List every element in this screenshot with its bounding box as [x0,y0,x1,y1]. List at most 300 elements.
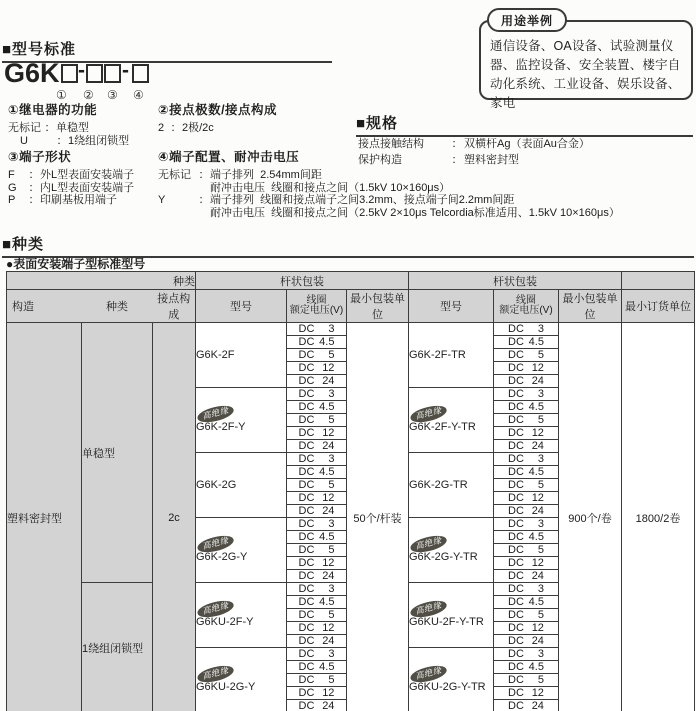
voltage-prefix: DC [508,440,524,452]
coil-voltage-value [494,557,558,569]
coil-voltage-cell [494,648,559,661]
high-insulation-badge: 高绝缘 [409,597,448,619]
legend-item-contact-poles [158,100,368,135]
model-cell-stick [196,388,287,453]
voltage-prefix: DC [508,596,524,608]
usage-examples-label: 用途举例 [487,8,567,32]
coil-voltage-cell [287,596,347,609]
model-name: G6K-2F-Y-TR [409,421,476,434]
voltage-prefix: DC [298,453,315,465]
coil-voltage-cell [494,518,559,531]
coil-voltage-cell [287,635,347,648]
high-insulation-badge: 高绝缘 [196,532,235,554]
legend-separator: ： [28,169,40,181]
spec-separator: ： [451,153,463,166]
coil-voltage-cell [287,531,347,544]
high-insulation-badge: 高绝缘 [196,402,235,424]
col-header-contact: 接点构成 [153,290,196,323]
coil-voltage-cell [287,362,347,375]
coil-voltage-value [287,557,346,569]
voltage-number: 4.5 [528,531,544,543]
voltage-number: 5 [537,414,544,426]
coil-voltage-value [287,661,346,673]
voltage-number: 5 [328,674,335,686]
badge-wrap [196,664,286,682]
voltage-prefix: DC [508,570,524,582]
spec-label: 保护构造 [358,153,402,166]
legend-key: 无标记 [8,122,41,134]
coil-voltage-value [287,531,346,543]
legend-value: 端子排列 2.54mm间距 [210,169,322,181]
model-name: G6K-2F-TR [409,349,466,361]
legend-item-title: ②接点极数/接点构成 [158,103,278,117]
legend-key: Y [158,194,166,207]
coil-header-line1: 线圈 [516,294,536,306]
voltage-number: 12 [531,687,544,699]
coil-voltage-cell [287,349,347,362]
coil-voltage-value [287,700,346,711]
coil-voltage-cell [287,479,347,492]
voltage-number: 24 [531,570,544,582]
header-spacer [622,272,695,290]
voltage-number: 24 [531,375,544,387]
coil-voltage-cell [494,557,559,570]
coil-voltage-value [287,687,346,699]
voltage-number: 24 [531,440,544,452]
min-pack-stick-cell: 50个/杆装 [347,323,409,711]
coil-voltage-cell [287,336,347,349]
voltage-number: 12 [531,427,544,439]
voltage-prefix: DC [298,544,315,556]
voltage-number: 12 [322,622,335,634]
coil-voltage-cell [494,427,559,440]
coil-voltage-value [287,323,346,335]
voltage-prefix: DC [508,622,524,634]
col-header-type: 种类 [82,290,153,323]
model-code-prefix: G6K [4,58,60,88]
coil-voltage-value [287,596,346,608]
voltage-prefix: DC [298,505,315,517]
high-insulation-badge: 高绝缘 [409,532,448,554]
table-header-row-2 [7,290,695,323]
voltage-prefix: DC [508,648,524,660]
coil-voltage-cell [494,635,559,648]
coil-voltage-value [287,544,346,556]
model-name: G6KU-2G-Y-TR [409,681,486,694]
coil-voltage-value [287,570,346,582]
spec-row [358,137,590,153]
coil-voltage-value [494,349,558,361]
voltage-prefix: DC [508,414,524,426]
coil-voltage-cell [287,622,347,635]
voltage-number: 4.5 [528,336,544,348]
voltage-number: 12 [531,557,544,569]
voltage-number: 12 [322,492,335,504]
coil-voltage-header [494,290,559,323]
coil-voltage-value [494,375,558,387]
voltage-prefix: DC [508,466,524,478]
coil-voltage-cell [494,453,559,466]
voltage-number: 24 [531,700,544,711]
model-cell-reel [409,323,494,388]
voltage-number: 24 [531,505,544,517]
coil-voltage-cell [287,648,347,661]
voltage-prefix: DC [298,687,315,699]
legend-separator: ： [44,122,56,134]
structure-cell: 塑料密封型 [7,323,82,711]
legend-key: 2 [158,122,165,134]
voltage-number: 5 [328,609,335,621]
voltage-prefix: DC [298,323,315,335]
legend-item-rows [8,169,158,207]
voltage-number: 4.5 [319,401,335,413]
model-cell-stick [196,518,287,583]
coil-voltage-value [494,505,558,517]
coil-voltage-value [287,440,346,452]
coil-voltage-cell [287,453,347,466]
coil-voltage-value [287,349,346,361]
voltage-number: 5 [537,479,544,491]
model-cell-stick [196,583,287,648]
coil-voltage-value [494,570,558,582]
badge-wrap [409,404,493,422]
voltage-prefix: DC [298,414,315,426]
legend-key: P [8,194,16,207]
coil-voltage-cell [287,492,347,505]
voltage-number: 24 [322,375,335,387]
col-header-min-order: 最小订货单位 [622,290,695,323]
voltage-number: 3 [537,583,544,595]
voltage-prefix: DC [508,323,524,335]
coil-voltage-value [287,583,346,595]
model-cell-stick [196,648,287,711]
legend-row [8,169,158,182]
legend-row [8,182,158,195]
legend-value: 端子排列 线圈和接点端子之间3.2mm、接点端子间2.2mm间距 [210,194,515,207]
legend-item-terminal-shape [8,147,158,207]
voltage-prefix: DC [508,635,524,647]
legend-item-title: ③端子形状 [8,150,72,164]
spec-value: 双横杆Ag（表面Au合金） [464,138,590,150]
voltage-number: 4.5 [528,596,544,608]
voltage-prefix: DC [508,453,524,465]
coil-voltage-value [287,648,346,660]
model-cell-reel [409,453,494,518]
voltage-prefix: DC [508,609,524,621]
coil-voltage-cell [287,323,347,336]
coil-voltage-cell [287,583,347,596]
voltage-number: 3 [328,388,335,400]
voltage-prefix: DC [508,674,524,686]
coil-voltage-value [287,492,346,504]
voltage-number: 3 [537,518,544,530]
coil-voltage-cell [494,414,559,427]
legend-value: 印刷基板用端子 [40,194,117,207]
coil-voltage-cell [494,609,559,622]
badge-wrap [196,599,286,617]
voltage-number: 4.5 [528,661,544,673]
coil-voltage-value [494,648,558,660]
legend-separator [198,207,210,220]
coil-voltage-value [494,596,558,608]
voltage-number: 5 [328,349,335,361]
specs-rows [358,137,590,168]
voltage-prefix: DC [508,336,524,348]
voltage-prefix: DC [508,518,524,530]
coil-voltage-value [494,466,558,478]
voltage-number: 4.5 [319,596,335,608]
coil-voltage-value [494,544,558,556]
model-cell-stick [196,323,287,388]
coil-voltage-cell [287,661,347,674]
coil-voltage-cell [494,596,559,609]
voltage-number: 5 [328,479,335,491]
legend-row [8,122,158,135]
model-cell-stick [196,453,287,518]
model-name: G6K-2G-TR [409,479,468,491]
coil-voltage-value [287,453,346,465]
voltage-number: 4.5 [319,336,335,348]
legend-value: 2极/2c [182,122,214,134]
legend-key [158,182,198,195]
coil-voltage-value [494,518,558,530]
coil-voltage-value [494,401,558,413]
legend-row [8,135,158,148]
voltage-prefix: DC [508,687,524,699]
spec-label: 接点接触结构 [358,138,424,150]
voltage-number: 12 [531,492,544,504]
voltage-number: 5 [328,544,335,556]
voltage-prefix: DC [298,466,315,478]
coil-voltage-value [494,531,558,543]
coil-voltage-value [494,609,558,621]
legend-value: 耐冲击电压 线圈和接点之间（1.5kV 10×160μs） [210,181,451,194]
legend-separator: ： [198,194,210,207]
voltage-number: 24 [322,505,335,517]
coil-voltage-cell [494,674,559,687]
badge-wrap [409,599,493,617]
legend-value: 内L型表面安装端子 [40,181,135,194]
legend-value: 外L型表面安装端子 [40,169,135,181]
coil-voltage-cell [494,570,559,583]
voltage-prefix: DC [298,700,315,711]
voltage-prefix: DC [508,375,524,387]
voltage-prefix: DC [508,427,524,439]
type-cell: 单稳型 [82,323,153,583]
voltage-prefix: DC [298,349,315,361]
high-insulation-badge: 高绝缘 [196,597,235,619]
section-heading-types: ■种类 [2,233,694,258]
legend-item-title: ①继电器的功能 [8,103,98,117]
badge-wrap [409,534,493,552]
voltage-number: 4.5 [319,531,335,543]
voltage-number: 4.5 [528,401,544,413]
high-insulation-badge: 高绝缘 [409,662,448,684]
legend-row [158,122,368,135]
model-code-box-4 [132,64,149,83]
coil-voltage-value [287,388,346,400]
header-left-type-label: 种类 [7,272,196,290]
voltage-prefix: DC [508,700,524,711]
coil-voltage-cell [494,544,559,557]
coil-voltage-value [287,635,346,647]
legend-key: F [8,169,15,181]
spec-row [358,153,590,169]
coil-voltage-cell [494,479,559,492]
coil-voltage-cell [494,661,559,674]
legend-item-rows [8,122,158,147]
badge-wrap [196,534,286,552]
coil-voltage-value [287,674,346,686]
model-code-box-1 [61,64,78,83]
voltage-prefix: DC [298,635,315,647]
legend-value: 单稳型 [56,122,89,134]
voltage-number: 5 [537,609,544,621]
coil-voltage-cell [494,375,559,388]
voltage-number: 3 [537,453,544,465]
voltage-prefix: DC [508,492,524,504]
voltage-prefix: DC [298,674,315,686]
coil-voltage-value [287,362,346,374]
voltage-prefix: DC [298,440,315,452]
coil-voltage-cell [494,336,559,349]
usage-examples-box [479,20,693,110]
model-name: G6K-2G-Y [196,551,248,564]
legend-separator: ： [28,194,40,207]
voltage-prefix: DC [508,362,524,374]
legend-row [8,194,158,207]
legend-key: U [20,134,28,147]
model-code-diagram [4,58,304,102]
voltage-prefix: DC [298,648,315,660]
coil-voltage-cell [494,323,559,336]
coil-header-line2: 额定电压(V) [289,305,344,316]
coil-voltage-cell [494,492,559,505]
model-cell-reel [409,648,494,711]
col-header-structure: 构造 [7,290,82,323]
voltage-prefix: DC [298,583,315,595]
voltage-prefix: DC [298,375,315,387]
voltage-number: 5 [537,349,544,361]
coil-voltage-cell [287,375,347,388]
model-code-box-3 [104,64,121,83]
coil-voltage-cell [287,414,347,427]
voltage-number: 3 [328,323,335,335]
legend-row [158,182,694,195]
section-heading-specs: ■规格 [356,112,693,137]
spec-value: 塑料密封型 [464,153,519,166]
coil-voltage-value [494,453,558,465]
voltage-prefix: DC [298,479,315,491]
coil-voltage-cell [287,674,347,687]
legend-row [158,169,694,182]
contact-config-cell: 2c [153,323,196,711]
coil-voltage-value [287,622,346,634]
voltage-number: 3 [537,388,544,400]
voltage-number: 12 [322,362,335,374]
coil-voltage-cell [494,466,559,479]
coil-voltage-cell [494,583,559,596]
section-heading-model-standard: ■型号标准 [2,38,332,63]
coil-voltage-value [494,427,558,439]
coil-voltage-cell [287,518,347,531]
voltage-prefix: DC [298,401,315,413]
voltage-number: 24 [322,700,335,711]
voltage-prefix: DC [508,544,524,556]
legend-item-relay-function [8,100,158,147]
model-name: G6KU-2G-Y [196,681,256,694]
voltage-number: 12 [322,557,335,569]
coil-voltage-cell [494,687,559,700]
coil-voltage-value [287,518,346,530]
voltage-prefix: DC [298,531,315,543]
voltage-prefix: DC [298,557,315,569]
group-header-reel: 杆状包装 [409,272,622,290]
circled-number-1: ① [56,88,67,102]
voltage-number: 12 [322,427,335,439]
coil-voltage-value [287,466,346,478]
model-cell-reel [409,518,494,583]
coil-voltage-cell [494,349,559,362]
coil-voltage-cell [494,505,559,518]
coil-voltage-value [494,323,558,335]
model-code-hyphen-2: - [122,59,129,82]
coil-voltage-value [494,635,558,647]
voltage-number: 3 [328,648,335,660]
model-name: G6K-2F-Y [196,421,246,434]
legend-separator: ： [170,122,182,134]
voltage-prefix: DC [508,479,524,491]
model-name: G6KU-2F-Y [196,616,254,629]
voltage-prefix: DC [298,427,315,439]
coil-voltage-cell [287,440,347,453]
coil-header-line2: 额定电压(V) [499,305,553,316]
col-header-model-stick: 型号 [196,290,287,323]
coil-voltage-cell [494,362,559,375]
voltage-number: 24 [322,440,335,452]
coil-voltage-value [287,609,346,621]
min-pack-reel-cell: 900个/卷 [559,323,622,711]
coil-voltage-header [287,290,347,323]
voltage-prefix: DC [508,661,524,673]
legend-key [158,207,198,220]
voltage-number: 3 [328,583,335,595]
voltage-number: 12 [531,362,544,374]
types-subheading: ●表面安装端子型标准型号 [6,257,146,271]
col-header-model-reel: 型号 [409,290,494,323]
coil-voltage-value [494,661,558,673]
voltage-prefix: DC [298,388,315,400]
legend-item-rows [158,169,694,219]
legend-separator: ： [28,181,40,194]
coil-voltage-cell [494,622,559,635]
model-cell-reel [409,583,494,648]
voltage-number: 3 [328,453,335,465]
coil-voltage-value [494,492,558,504]
coil-voltage-value [494,388,558,400]
voltage-prefix: DC [508,349,524,361]
voltage-prefix: DC [508,531,524,543]
coil-voltage-value [494,622,558,634]
voltage-prefix: DC [298,492,315,504]
coil-voltage-cell [287,388,347,401]
voltage-prefix: DC [298,596,315,608]
coil-voltage-value [287,336,346,348]
usage-examples-text: 通信设备、OA设备、试验测量仪器、监控设备、安全装置、楼宇自动化系统、工业设备、娱乐设备、家电 [490,39,681,110]
voltage-prefix: DC [298,622,315,634]
high-insulation-badge: 高绝缘 [196,662,235,684]
coil-voltage-cell [287,505,347,518]
